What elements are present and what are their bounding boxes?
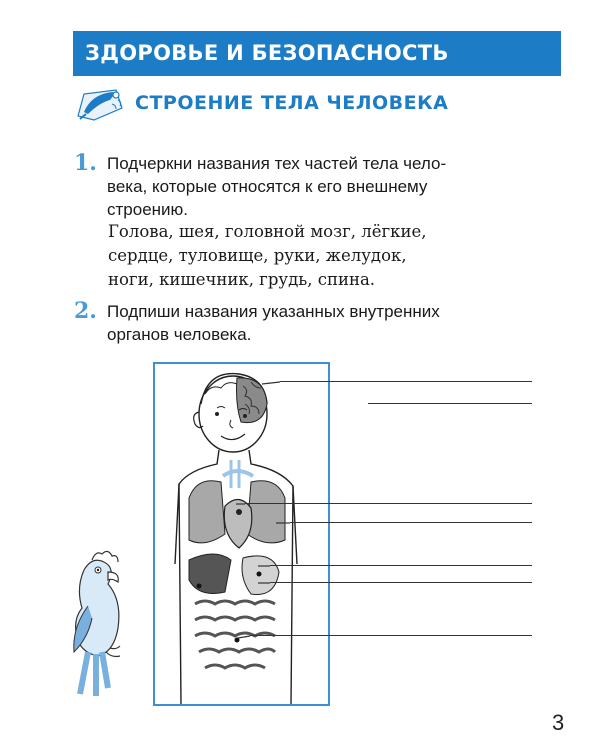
bird-mascot-illustration: [62, 548, 142, 698]
task-2-text: [107, 300, 440, 346]
answer-line-extra[interactable]: [368, 403, 532, 404]
task-1-text: [107, 152, 446, 221]
section-title: ЗДОРОВЬЕ И БЕЗОПАСНОСТЬ: [85, 41, 449, 65]
task-2-line: Подпиши названия указанных внутренних: [107, 302, 440, 321]
answer-line-heart[interactable]: [290, 522, 532, 523]
task-1-line: Подчеркни названия тех частей тела чело-: [107, 154, 447, 173]
task-2-number: 2.: [74, 298, 97, 324]
pen-nib-icon: [76, 86, 128, 122]
answer-line-intestines[interactable]: [250, 635, 532, 636]
lesson-title: СТРОЕНИЕ ТЕЛА ЧЕЛОВЕКА: [135, 92, 449, 114]
task-1-line: века, которые относятся к его внешнему: [107, 177, 428, 196]
answer-line-stomach[interactable]: [270, 582, 532, 583]
section-banner: [73, 31, 561, 76]
body-parts-word-list: [108, 220, 548, 292]
answer-line-brain[interactable]: [280, 381, 532, 382]
task-2-line: органов человека.: [107, 325, 252, 344]
answer-line-lungs[interactable]: [245, 503, 532, 504]
word-list-line: Голова, шея, головной мозг, лёгкие,: [108, 222, 427, 241]
human-organs-illustration: [155, 364, 328, 704]
task-1-line: строению.: [107, 200, 189, 219]
page-number: 3: [552, 710, 565, 735]
word-list-line: ноги, кишечник, грудь, спина.: [108, 270, 376, 289]
human-organs-figure: [153, 362, 330, 706]
answer-line-liver[interactable]: [270, 565, 532, 566]
task-1-number: 1.: [74, 150, 97, 176]
word-list-line: сердце, туловище, руки, желудок,: [108, 246, 407, 265]
